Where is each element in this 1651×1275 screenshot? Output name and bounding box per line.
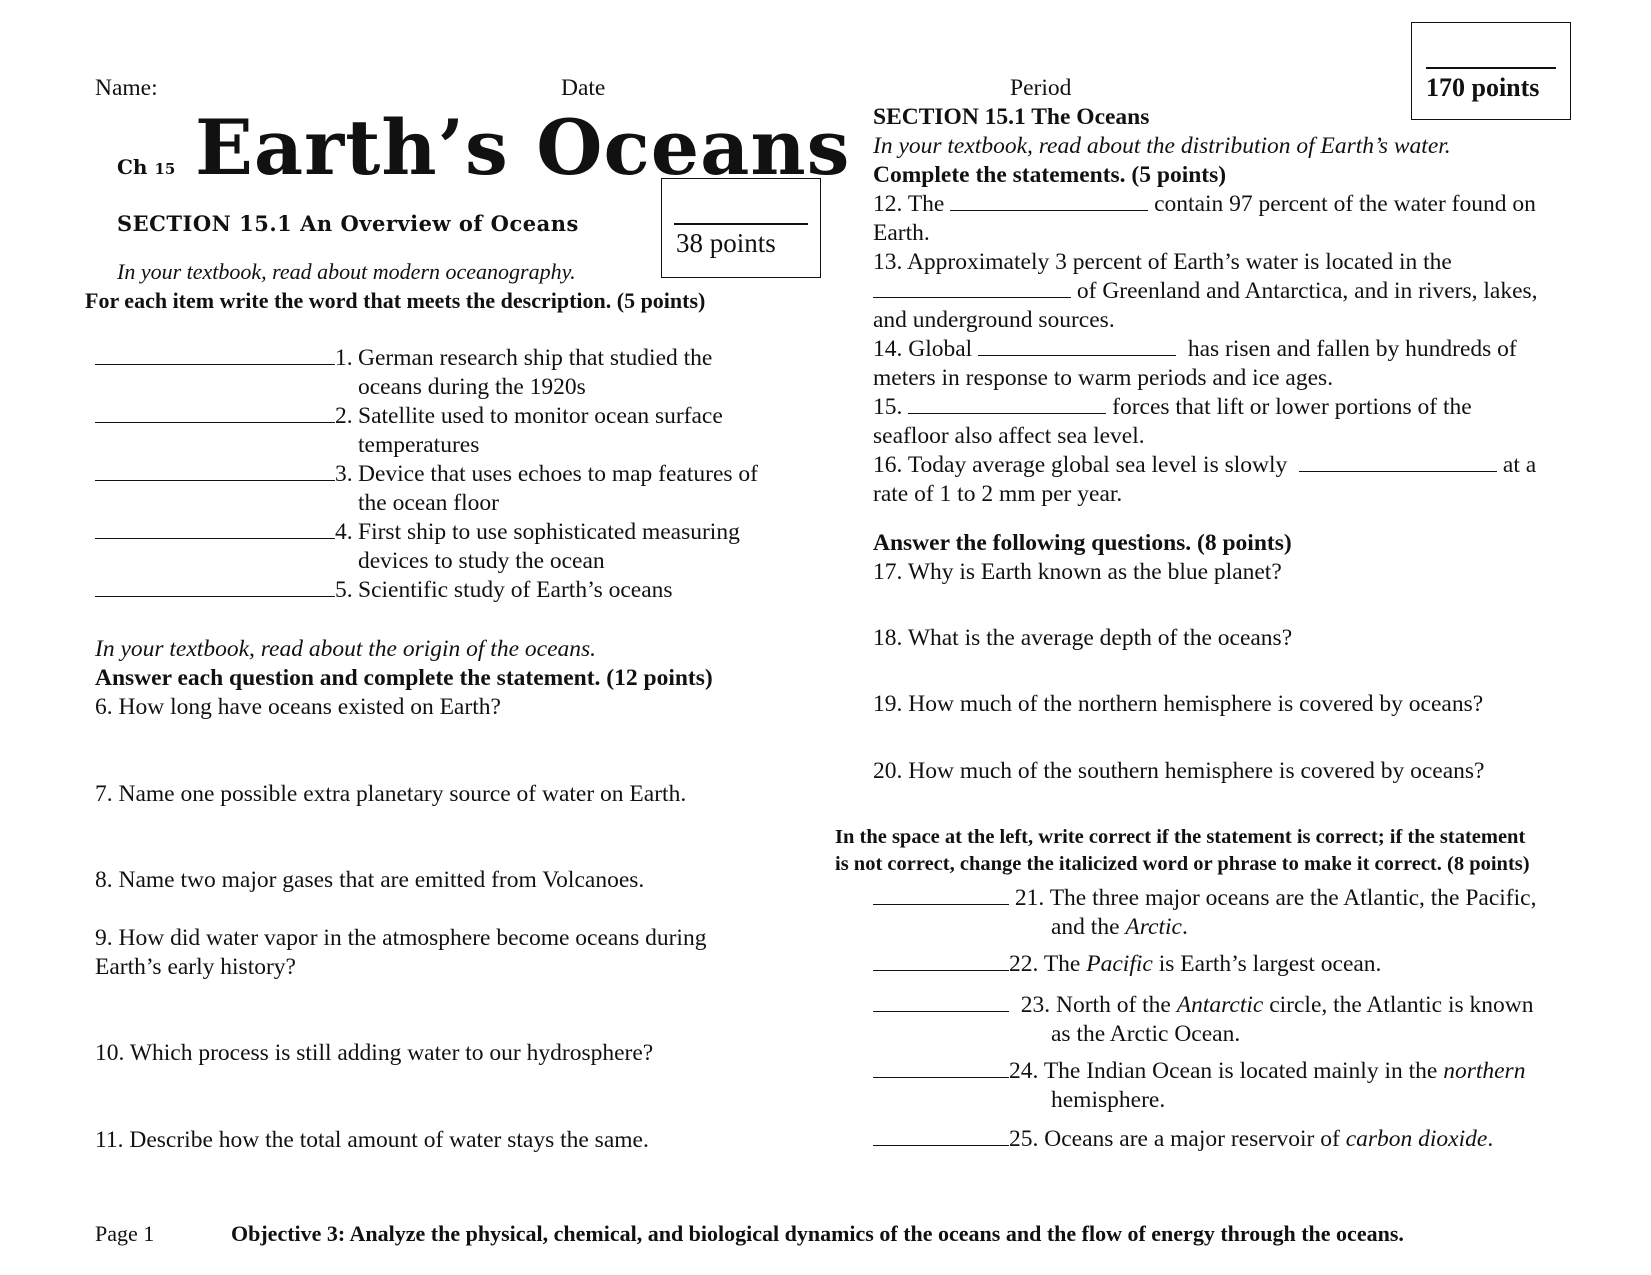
question-18: 18. What is the average depth of the oceans?: [873, 625, 1293, 651]
item-number: 2.: [335, 403, 353, 429]
tf-item-24: 24. The Indian Ocean is located mainly in the northern hemisphere.: [873, 1057, 1525, 1115]
tf-blank-24[interactable]: [873, 1057, 1009, 1078]
section-points-box: [661, 178, 821, 278]
item-text: Device that uses echoes to map features of the ocean floor: [358, 461, 758, 516]
total-points-box: [1411, 22, 1571, 120]
left-section-heading: SECTION 15.1 An Overview of Oceans: [117, 211, 579, 236]
page-number: Page 1: [95, 1221, 155, 1246]
tf-item-23: 23. North of the Antarctic circle, the Atlantic is known as the Arctic Ocean.: [873, 991, 1534, 1049]
question-10: 10. Which process is still adding water to our hydrosphere?: [95, 1040, 654, 1066]
right-instruction-2: Answer the following questions. (8 points): [873, 530, 1292, 556]
right-reading-note: In your textbook, read about the distribution of Earth’s water.: [873, 133, 1451, 159]
matching-item-3: [95, 460, 795, 516]
question-19: 19. How much of the northern hemisphere is covered by oceans?: [873, 691, 1484, 717]
answer-blank-4[interactable]: [95, 518, 335, 539]
question-8: 8. Name two major gases that are emitted from Volcanoes.: [95, 867, 645, 893]
name-label: Name:: [95, 75, 158, 101]
question-9: 9. How did water vapor in the atmosphere become oceans during Earth’s early history?: [95, 925, 707, 980]
item-number: 3.: [335, 461, 353, 487]
question-20: 20. How much of the southern hemisphere is covered by oceans?: [873, 758, 1485, 784]
item-text: First ship to use sophisticated measuring devices to study the ocean: [358, 519, 740, 574]
statement-13: 13. Approximately 3 percent of Earth’s water is located in the of Greenland and Antarctica, and in rivers, lakes, and underground sources.: [873, 249, 1538, 333]
matching-item-4: [95, 518, 795, 574]
right-instruction-3: In the space at the left, write correct if the statement is correct; if the statement is not correct, change the italicized word or phrase to make it correct. (8 points): [835, 826, 1530, 875]
section-score-line[interactable]: [674, 223, 808, 225]
period-label: Period: [1010, 75, 1072, 101]
matching-item-5: [95, 576, 795, 606]
page-title: Earth’s Oceans: [195, 103, 851, 192]
right-instruction-1: Complete the statements. (5 points): [873, 162, 1227, 188]
blank-16[interactable]: [1299, 451, 1497, 472]
statement-15: 15. forces that lift or lower portions of the seafloor also affect sea level.: [873, 394, 1472, 449]
item-number: 5.: [335, 577, 353, 603]
chapter-prefix: Ch: [117, 155, 148, 179]
chapter-number: 15: [154, 160, 176, 178]
question-17: 17. Why is Earth known as the blue planet?: [873, 559, 1282, 585]
question-11: 11. Describe how the total amount of water stays the same.: [95, 1127, 649, 1153]
tf-item-22: 22. The Pacific is Earth’s largest ocean.: [873, 950, 1381, 979]
statement-14: 14. Global has risen and fallen by hundreds of meters in response to warm periods and ice ages.: [873, 336, 1517, 391]
question-6: 6. How long have oceans existed on Earth?: [95, 694, 501, 720]
statement-16: 16. Today average global sea level is slowly at a rate of 1 to 2 mm per year.: [873, 452, 1537, 507]
blank-12[interactable]: [950, 190, 1148, 211]
total-score-line[interactable]: [1426, 67, 1556, 69]
blank-13[interactable]: [873, 277, 1071, 298]
tf-blank-22[interactable]: [873, 950, 1009, 971]
answer-blank-5[interactable]: [95, 576, 335, 597]
answer-blank-2[interactable]: [95, 402, 335, 423]
answer-blank-1[interactable]: [95, 344, 335, 365]
answer-blank-3[interactable]: [95, 460, 335, 481]
reading-note-1: In your textbook, read about modern oceanography.: [117, 259, 576, 284]
date-label: Date: [561, 75, 606, 101]
item-text: Scientific study of Earth’s oceans: [358, 577, 673, 603]
chapter-label: [117, 155, 175, 179]
question-7: 7. Name one possible extra planetary source of water on Earth.: [95, 781, 687, 807]
total-points-label: 170 points: [1426, 73, 1540, 102]
instruction-1: For each item write the word that meets the description. (5 points): [85, 288, 706, 313]
item-number: 1.: [335, 345, 353, 371]
section-points-label: 38 points: [676, 228, 776, 258]
item-text: German research ship that studied the oceans during the 1920s: [358, 345, 713, 400]
tf-blank-21[interactable]: [873, 884, 1009, 905]
instruction-2: Answer each question and complete the statement. (12 points): [95, 665, 713, 691]
item-number: 4.: [335, 519, 353, 545]
right-section-heading: SECTION 15.1 The Oceans: [873, 104, 1150, 130]
blank-14[interactable]: [978, 335, 1176, 356]
reading-note-2: In your textbook, read about the origin of the oceans.: [95, 636, 597, 662]
statement-12: 12. The contain 97 percent of the water found on Earth.: [873, 191, 1536, 246]
matching-item-1: [95, 344, 795, 400]
blank-15[interactable]: [908, 393, 1106, 414]
tf-blank-23[interactable]: [873, 991, 1009, 1012]
objective-text: Objective 3: Analyze the physical, chemical, and biological dynamics of the oceans and the flow of energy through the oceans.: [231, 1221, 1404, 1246]
matching-item-2: [95, 402, 795, 458]
item-text: Satellite used to monitor ocean surface temperatures: [358, 403, 723, 458]
tf-item-25: 25. Oceans are a major reservoir of carbon dioxide.: [873, 1125, 1493, 1154]
tf-blank-25[interactable]: [873, 1125, 1009, 1146]
tf-item-21: 21. The three major oceans are the Atlantic, the Pacific, and the Arctic.: [873, 884, 1536, 942]
